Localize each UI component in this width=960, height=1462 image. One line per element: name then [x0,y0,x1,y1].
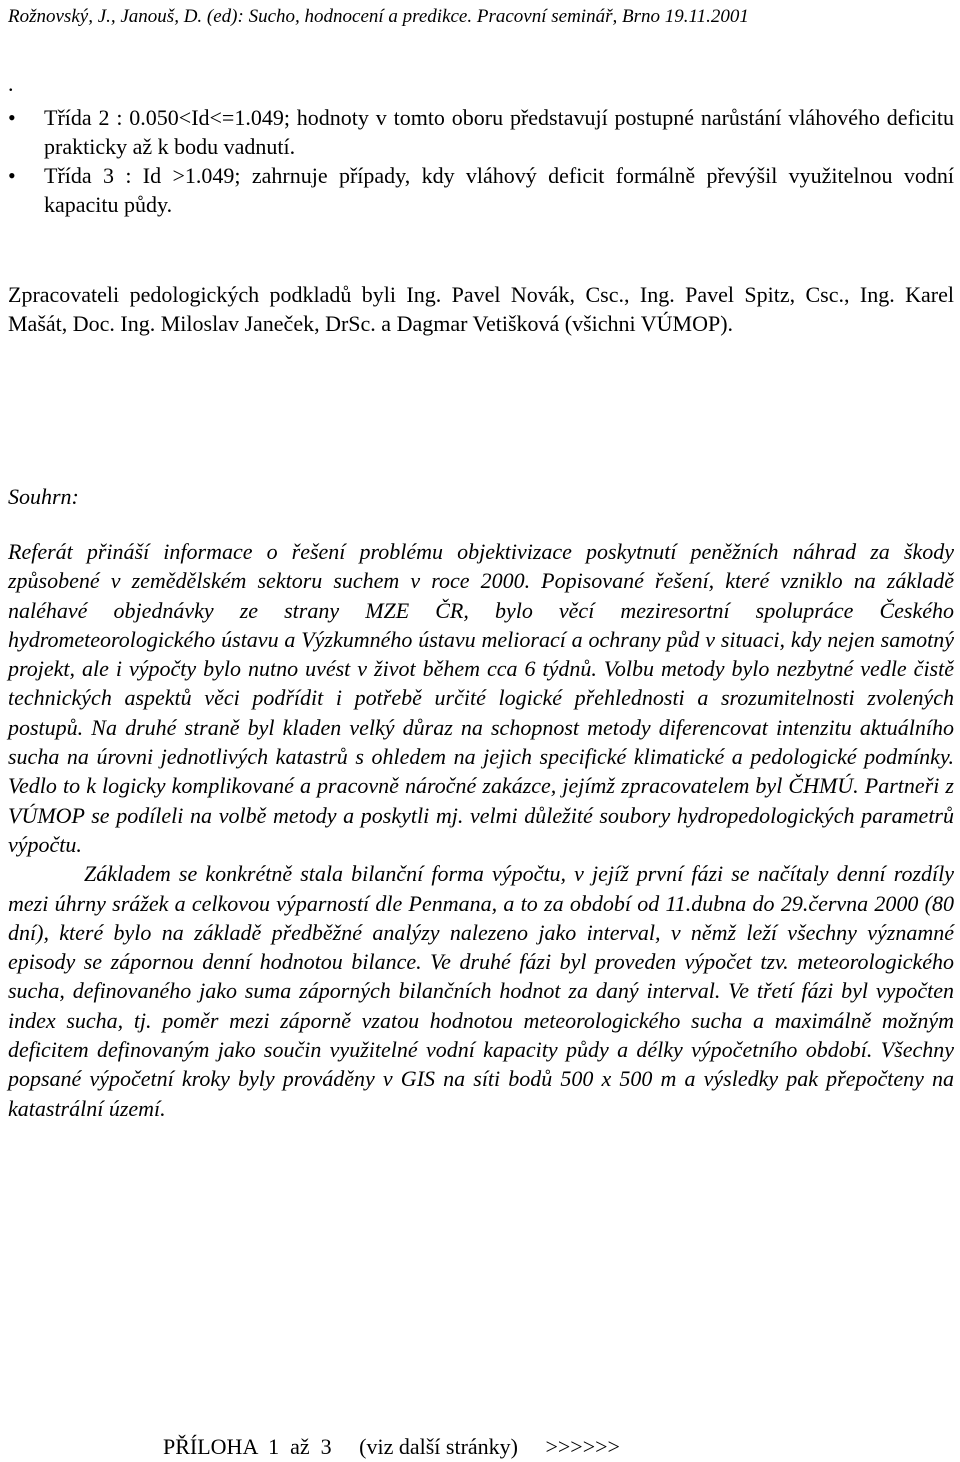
summary-paragraph-1: Referát přináší informace o řešení problému objektivizace poskytnutí peněžních náhrad za škody způsobené v zemědělském sektoru suchem v roce 2000. Popisované řešení, které vzniklo na základě naléhavé objednávky ze strany MZE ČR, bylo věcí meziresortní spolupráce Českého hydrometeorologického ústavu a Výzkumného ústavu meliorací a ochrany půd v situaci, kdy nejen samotný projekt, ale i výpočty bylo nutno uvést v život během cca 6 týdnů. Volbu metody bylo nezbytné vedle čistě technických aspektů věci podřídit i potřebě určité logické přehlednosti a srozumitelnosti zvolených postupů. Na druhé straně byl kladen velký důraz na schopnost metody diferencovat intenzitu aktuálního sucha na úrovni jednotlivých katastrů s ohledem na jejich specifické klimatické a pedologické podmínky. Vedlo to k logicky komplikované a pracovně náročné zakázce, jejímž zpracovatelem byl ČHMÚ. Partneři z VÚMOP se podíleli na volbě metody a poskytli mj. velmi důležité soubory hydropedologických parametrů výpočtu. [8,539,954,857]
bullet-icon: • [8,163,16,188]
list-item-text: Třída 3 : Id >1.049; zahrnuje případy, kdy vláhový deficit formálně převýšil využitelnou vodní kapacitu půdy. [44,163,954,217]
running-header: Rožnovský, J., Janouš, D. (ed): Sucho, hodnocení a predikce. Pracovní seminář, Brno 19.11.2001 [8,6,749,27]
processors-paragraph: Zpracovateli pedologických podkladů byli Ing. Pavel Novák, Csc., Ing. Pavel Spitz, Csc., Ing. Karel Mašát, Doc. Ing. Miloslav Janeček, DrSc. a Dagmar Vetišková (všichni VÚMOP). [8,282,954,336]
class-bullet-list [8,103,954,219]
list-item-class-3 [8,161,954,219]
bullet-icon: • [8,105,16,130]
summary-section [8,537,954,1123]
leading-dot: . [8,71,14,96]
summary-paragraph-2: Základem se konkrétně stala bilanční forma výpočtu, v jejíž první fázi se načítaly denní rozdíly mezi úhrny srážek a celkovou výparností dle Penmana, a to za období od 11.dubna do 29.června 2000 (80 dní), které bylo na základě předběžné analýzy nalezeno jako interval, v němž leží všechny významné episody se zápornou denní hodnotou bilance. Ve druhé fázi byl proveden výpočet tzv. meteorologického sucha, definovaného jako suma záporných bilančních hodnot za daný interval. Ve třetí fázi byl vypočten index sucha, tj. poměr mezi záporně vzatou hodnotou meteorologického sucha a maximálně možným deficitem definovaným jako součin využitelné vodní kapacity půdy a délky výpočetního období. Všechny popsané výpočetní kroky byly prováděny v GIS na síti bodů 500 x 500 m a výsledky pak přepočteny na katastrální území. [8,861,954,1121]
summary-heading: Souhrn: [8,484,79,509]
list-item-class-2 [8,103,954,161]
list-item-text: Třída 2 : 0.050<Id<=1.049; hodnoty v tomto oboru představují postupné narůstání vláhového deficitu prakticky až k bodu vadnutí. [44,105,954,159]
appendix-footer: PŘÍLOHA 1 až 3 (viz další stránky) >>>>>> [163,1434,620,1459]
